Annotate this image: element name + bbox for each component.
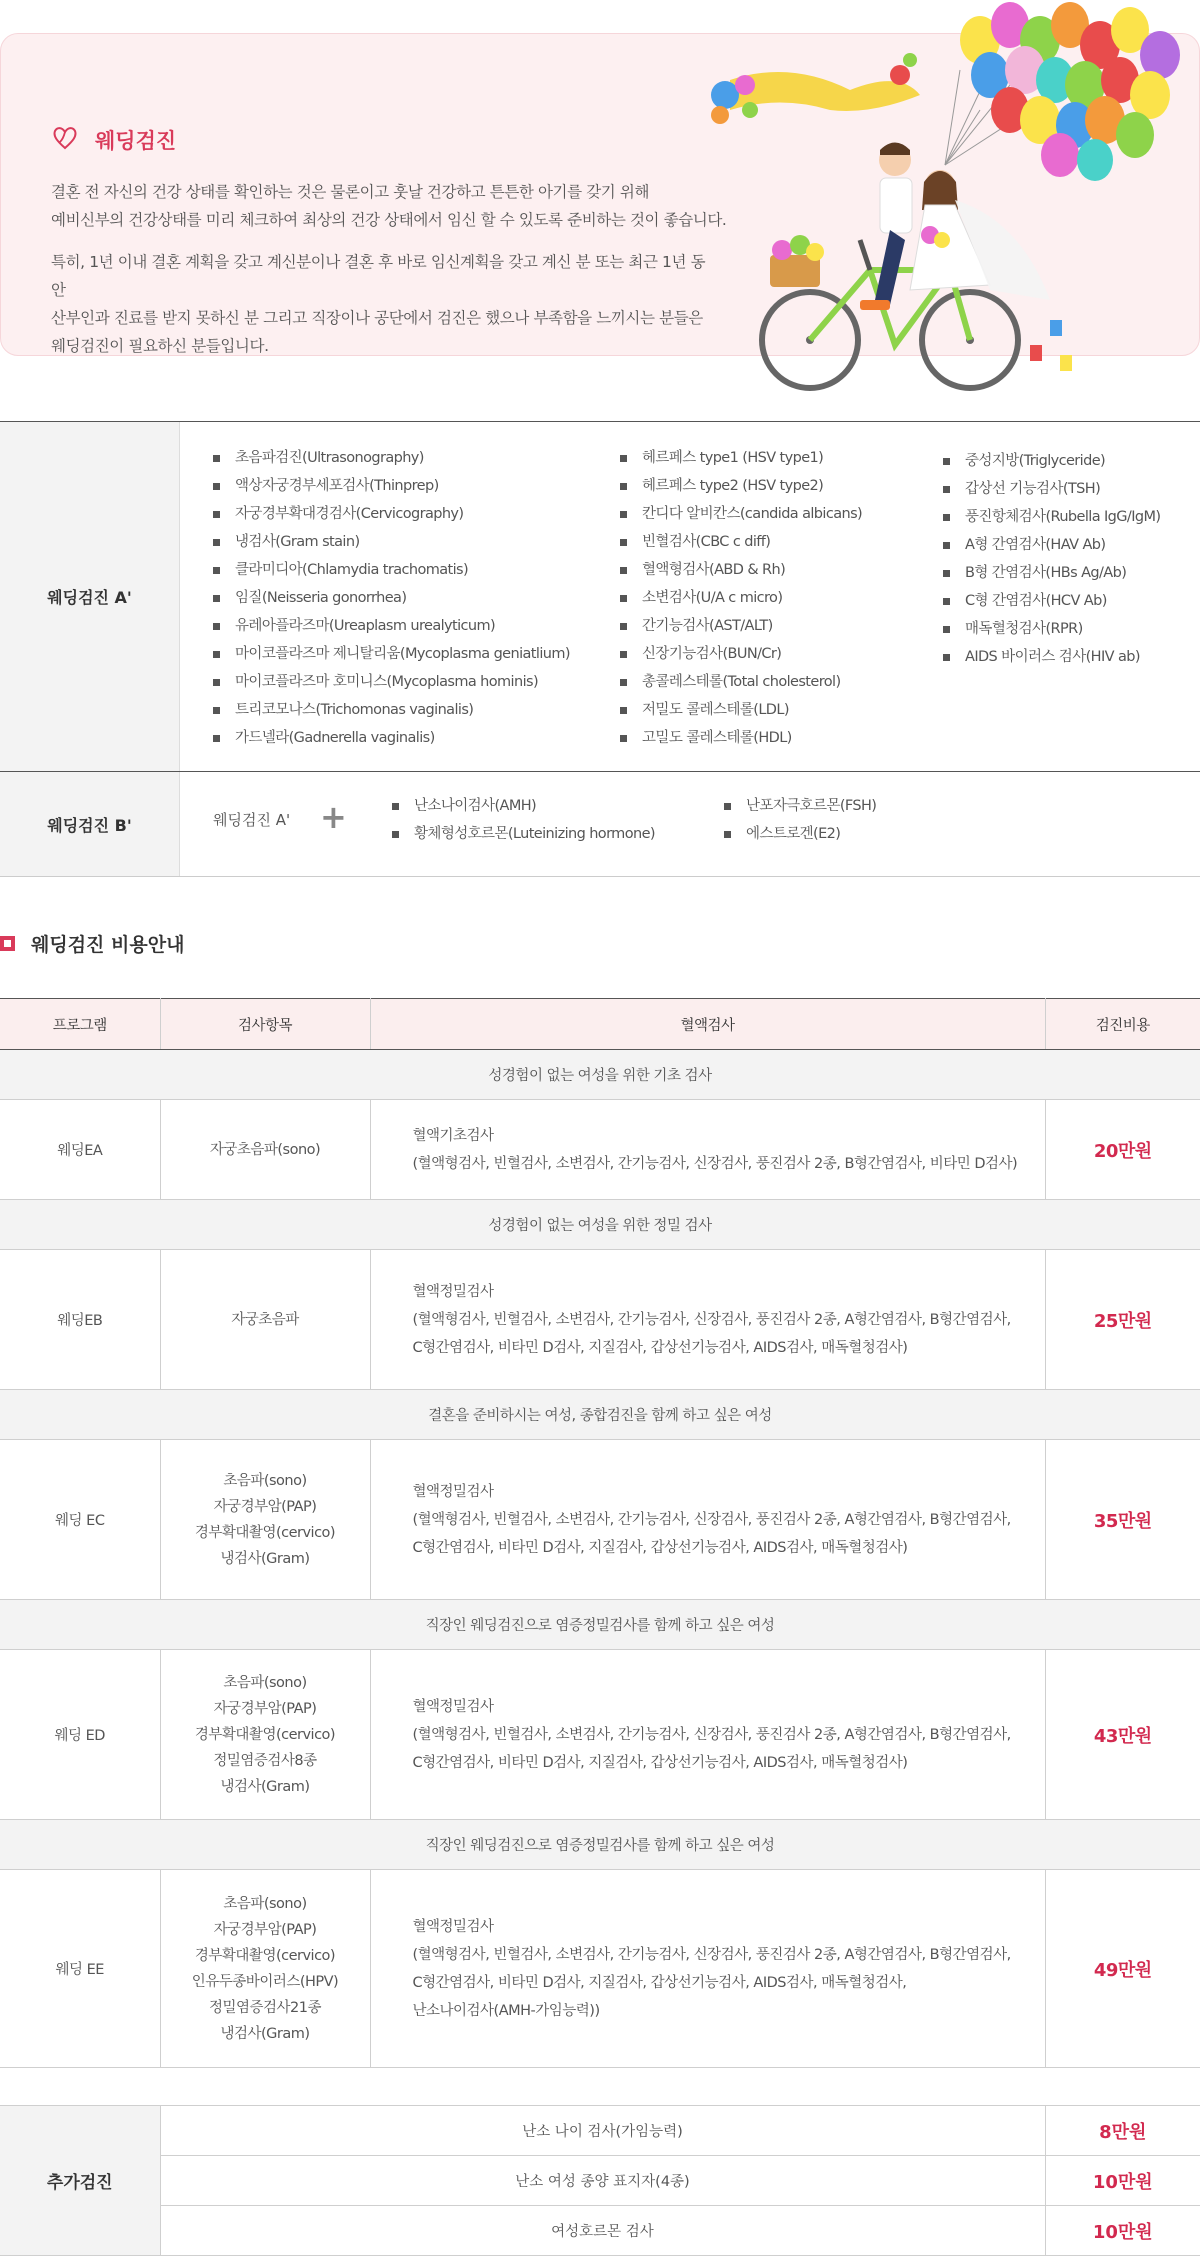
table-row xyxy=(0,1650,1200,1820)
package-a-section xyxy=(0,421,1200,772)
additional-exam-label: 추가검진 xyxy=(0,2106,160,2256)
list-item: B형 간염검사(HBs Ag/Ab) xyxy=(943,559,1160,587)
list-item: 중성지방(Triglyceride) xyxy=(943,447,1160,475)
header-items: 검사항목 xyxy=(160,999,370,1050)
table-row xyxy=(0,2156,1200,2206)
list-item: 가드넬라(Gadnerella vaginalis) xyxy=(213,724,570,752)
price: 25만원 xyxy=(1045,1250,1200,1390)
plus-icon: + xyxy=(320,798,347,836)
table-row xyxy=(0,1250,1200,1390)
list-item: 냉검사(Gram stain) xyxy=(213,528,570,556)
list-item: 난포자극호르몬(FSH) xyxy=(724,792,876,820)
list-item: 초음파검진(Ultrasonography) xyxy=(213,444,570,472)
package-b-list-1 xyxy=(392,792,655,848)
program-name: 웨딩 ED xyxy=(0,1650,160,1820)
header-price: 검진비용 xyxy=(1045,999,1200,1050)
list-item: 매독혈청검사(RPR) xyxy=(943,615,1160,643)
price: 43만원 xyxy=(1045,1650,1200,1820)
price: 20만원 xyxy=(1045,1100,1200,1200)
exam-name: 난소 여성 종양 표지자(4종) xyxy=(160,2156,1045,2206)
category-row xyxy=(0,1050,1200,1100)
exam-items: 자궁초음파(sono) xyxy=(160,1100,370,1200)
exam-items: 자궁초음파 xyxy=(160,1250,370,1390)
wedding-bicycle-illustration xyxy=(690,0,1200,400)
exam-items: 초음파(sono) 자궁경부암(PAP) 경부확대촬영(cervico) 냉검사(Gram) xyxy=(160,1440,370,1600)
header-program: 프로그램 xyxy=(0,999,160,1050)
list-item: AIDS 바이러스 검사(HIV ab) xyxy=(943,643,1160,671)
blood-test-detail: 혈액정밀검사 (혈액형검사, 빈혈검사, 소변검사, 간기능검사, 신장검사, 풍진검사 2종, A형간염검사, B형간염검사, C형간염검사, 비타민 D검사, 지질검사, 갑상선기능검사, AIDS검사, 매독혈청검사) xyxy=(370,1650,1045,1820)
package-b-section xyxy=(0,772,1200,877)
blood-test-detail: 혈액정밀검사 (혈액형검사, 빈혈검사, 소변검사, 간기능검사, 신장검사, 풍진검사 2종, A형간염검사, B형간염검사, C형간염검사, 비타민 D검사, 지질검사, 갑상선기능검사, AIDS검사, 매독혈청검사, 난소나이검사(AMH-가임능력)) xyxy=(370,1870,1045,2068)
program-name: 웨딩 EC xyxy=(0,1440,160,1600)
category-label: 성경험이 없는 여성을 위한 정밀 검사 xyxy=(0,1200,1200,1250)
blood-test-detail: 혈액정밀검사 (혈액형검사, 빈혈검사, 소변검사, 간기능검사, 신장검사, 풍진검사 2종, A형간염검사, B형간염검사, C형간염검사, 비타민 D검사, 지질검사, 갑상선기능검사, AIDS검사, 매독혈청검사) xyxy=(370,1440,1045,1600)
intro-paragraph-1: 결혼 전 자신의 건강 상태를 확인하는 것은 물론이고 훗날 건강하고 튼튼한 아기를 갖기 위해 예비신부의 건강상태를 미리 체크하여 최상의 건강 상태에서 임신 할 수 있도록 준비하는 것이 좋습니다. xyxy=(51,183,727,229)
blood-test-detail: 혈액기초검사 (혈액형검사, 빈혈검사, 소변검사, 간기능검사, 신장검사, 풍진검사 2종, B형간염검사, 비타민 D검사) xyxy=(370,1100,1045,1200)
package-b-label: 웨딩검진 B' xyxy=(0,772,180,876)
list-item: 트리코모나스(Trichomonas vaginalis) xyxy=(213,696,570,724)
list-item: 액상자궁경부세포검사(Thinprep) xyxy=(213,472,570,500)
list-item: A형 간염검사(HAV Ab) xyxy=(943,531,1160,559)
list-item: 클라미디아(Chlamydia trachomatis) xyxy=(213,556,570,584)
program-name: 웨딩EA xyxy=(0,1100,160,1200)
list-item: 소변검사(U/A c micro) xyxy=(620,584,862,612)
category-row xyxy=(0,1600,1200,1650)
exam-name: 여성호르몬 검사 xyxy=(160,2206,1045,2256)
category-label: 성경험이 없는 여성을 위한 기초 검사 xyxy=(0,1050,1200,1100)
list-item: 총콜레스테롤(Total cholesterol) xyxy=(620,668,862,696)
price: 49만원 xyxy=(1045,1870,1200,2068)
list-item: 난소나이검사(AMH) xyxy=(392,792,655,820)
category-label: 결혼을 준비하시는 여성, 종합검진을 함께 하고 싶은 여성 xyxy=(0,1390,1200,1440)
cost-table xyxy=(0,998,1200,2068)
price: 8만원 xyxy=(1045,2106,1200,2156)
category-row xyxy=(0,1390,1200,1440)
category-label: 직장인 웨딩검진으로 염증정밀검사를 함께 하고 싶은 여성 xyxy=(0,1820,1200,1870)
package-a-list-1 xyxy=(213,444,570,752)
exam-items: 초음파(sono) 자궁경부암(PAP) 경부확대촬영(cervico) 인유두종바이러스(HPV) 정밀염증검사21종 냉검사(Gram) xyxy=(160,1870,370,2068)
header-blood-test: 혈액검사 xyxy=(370,999,1045,1050)
heart-icon xyxy=(51,124,79,152)
intro-title: 웨딩검진 xyxy=(95,129,177,153)
package-a-list-2 xyxy=(620,444,862,752)
cost-heading-text: 웨딩검진 비용안내 xyxy=(31,933,185,956)
list-item: 마이코플라즈마 호미니스(Mycoplasma hominis) xyxy=(213,668,570,696)
program-name: 웨딩 EE xyxy=(0,1870,160,2068)
list-item: 갑상선 기능검사(TSH) xyxy=(943,475,1160,503)
table-row xyxy=(0,1870,1200,2068)
category-label: 직장인 웨딩검진으로 염증정밀검사를 함께 하고 싶은 여성 xyxy=(0,1600,1200,1650)
list-item: C형 간염검사(HCV Ab) xyxy=(943,587,1160,615)
table-row xyxy=(0,1440,1200,1600)
table-row xyxy=(0,2206,1200,2256)
list-item: 황체형성호르몬(Luteinizing hormone) xyxy=(392,820,655,848)
list-item: 혈액형검사(ABD & Rh) xyxy=(620,556,862,584)
table-header-row xyxy=(0,999,1200,1050)
price: 10만원 xyxy=(1045,2206,1200,2256)
package-b-list-2 xyxy=(724,792,876,848)
price: 35만원 xyxy=(1045,1440,1200,1600)
additional-exam-table xyxy=(0,2105,1200,2256)
list-item: 고밀도 콜레스테롤(HDL) xyxy=(620,724,862,752)
list-item: 간기능검사(AST/ALT) xyxy=(620,612,862,640)
package-b-prefix: 웨딩검진 A' xyxy=(213,811,291,829)
list-item: 저밀도 콜레스테롤(LDL) xyxy=(620,696,862,724)
list-item: 헤르페스 type1 (HSV type1) xyxy=(620,444,862,472)
list-item: 칸디다 알비칸스(candida albicans) xyxy=(620,500,862,528)
program-name: 웨딩EB xyxy=(0,1250,160,1390)
list-item: 임질(Neisseria gonorrhea) xyxy=(213,584,570,612)
package-a-list-3 xyxy=(943,447,1160,671)
list-item: 풍진항체검사(Rubella IgG/IgM) xyxy=(943,503,1160,531)
square-bullet-icon xyxy=(0,936,15,951)
exam-name: 난소 나이 검사(가임능력) xyxy=(160,2106,1045,2156)
price: 10만원 xyxy=(1045,2156,1200,2206)
list-item: 유레아플라즈마(Ureaplasm urealyticum) xyxy=(213,612,570,640)
list-item: 자궁경부확대경검사(Cervicography) xyxy=(213,500,570,528)
category-row xyxy=(0,1820,1200,1870)
blood-test-detail: 혈액정밀검사 (혈액형검사, 빈혈검사, 소변검사, 간기능검사, 신장검사, 풍진검사 2종, A형간염검사, B형간염검사, C형간염검사, 비타민 D검사, 지질검사, 갑상선기능검사, AIDS검사, 매독혈청검사) xyxy=(370,1250,1045,1390)
package-a-label: 웨딩검진 A' xyxy=(0,422,180,771)
list-item: 헤르페스 type2 (HSV type2) xyxy=(620,472,862,500)
table-row xyxy=(0,1100,1200,1200)
list-item: 마이코플라즈마 제니탈리움(Mycoplasma geniatlium) xyxy=(213,640,570,668)
list-item: 빈혈검사(CBC c diff) xyxy=(620,528,862,556)
exam-items: 초음파(sono) 자궁경부암(PAP) 경부확대촬영(cervico) 정밀염증검사8종 냉검사(Gram) xyxy=(160,1650,370,1820)
list-item: 신장기능검사(BUN/Cr) xyxy=(620,640,862,668)
table-row xyxy=(0,2106,1200,2156)
category-row xyxy=(0,1200,1200,1250)
intro-paragraph-2: 특히, 1년 이내 결혼 계획을 갖고 계신분이나 결혼 후 바로 임신계획을 갖고 계신 분 또는 최근 1년 동안 산부인과 진료를 받지 못하신 분 그리고 직장이나 공단에서 검진은 했으나 부족함을 느끼시는 분들은 웨딩검진이 필요하신 분들입니다. xyxy=(51,253,706,355)
list-item: 에스트로겐(E2) xyxy=(724,820,876,848)
cost-section-heading xyxy=(0,930,184,956)
